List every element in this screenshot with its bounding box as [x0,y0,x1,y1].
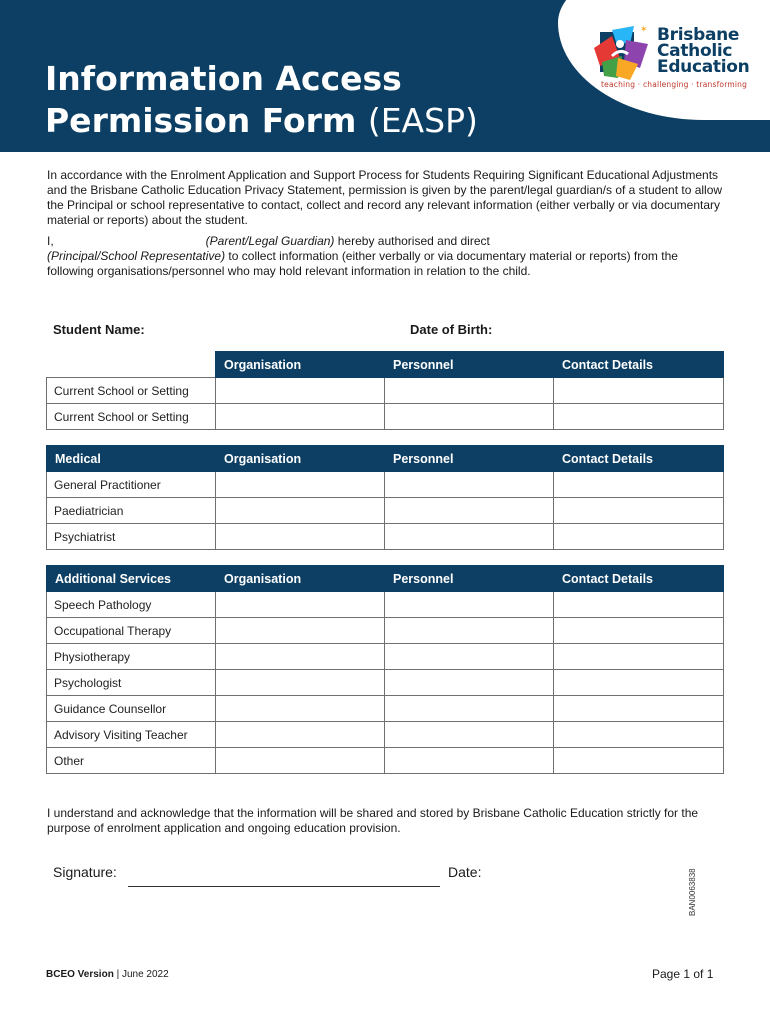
principal-label: (Principal/School Representative) [47,249,226,263]
organisation-cell[interactable] [216,696,385,722]
medical-table [46,445,724,550]
table-row [47,592,724,618]
row-label: Psychologist [47,670,216,696]
header-organisation: Organisation [216,446,385,472]
header-organisation: Organisation [216,352,385,378]
personnel-cell[interactable] [385,748,554,774]
row-label: Current School or Setting [47,378,216,404]
row-label: Speech Pathology [47,592,216,618]
row-label: Physiotherapy [47,644,216,670]
logo-tagline: teaching · challenging · transforming [601,80,748,89]
organisation-cell[interactable] [216,618,385,644]
organisation-cell[interactable] [216,472,385,498]
header-organisation: Organisation [216,566,385,592]
table-row [47,722,724,748]
table-row [47,696,724,722]
organisation-cell[interactable] [216,722,385,748]
row-label: Other [47,748,216,774]
header-personnel: Personnel [385,352,554,378]
personnel-cell[interactable] [385,592,554,618]
title-bold-part: Permission Form [45,101,368,140]
contact-details-cell[interactable] [554,722,724,748]
title-line-2 [45,100,478,142]
additional-services-table [46,565,724,774]
header-banner [0,0,770,152]
additional-table-header [47,566,724,592]
date-of-birth-label: Date of Birth: [410,322,493,337]
row-label: Psychiatrist [47,524,216,550]
personnel-cell[interactable] [385,378,554,404]
bce-logo-icon [590,22,652,82]
school-header-blank [47,352,216,378]
organisation-cell[interactable] [216,592,385,618]
personnel-cell[interactable] [385,670,554,696]
page-number: Page 1 of 1 [652,967,714,981]
personnel-cell[interactable] [385,644,554,670]
title-light-part: (EASP) [367,101,478,140]
row-label: Advisory Visiting Teacher [47,722,216,748]
document-reference: BAN0063838 [688,868,697,916]
intro-text [47,168,727,279]
signature-label: Signature: [53,864,117,880]
contact-details-cell[interactable] [554,524,724,550]
personnel-cell[interactable] [385,472,554,498]
table-row [47,670,724,696]
footer-version [46,969,169,980]
logo-wordmark [657,27,749,75]
intro-paragraph-2 [47,234,727,279]
organisation-cell[interactable] [216,748,385,774]
acknowledgement-text: I understand and acknowledge that the information will be shared and stored by Brisbane Catholic Education strictly for the purpose of enrolment application and ongoing education provision. [47,806,699,835]
contact-details-cell[interactable] [554,670,724,696]
school-table-header [47,352,724,378]
personnel-cell[interactable] [385,404,554,430]
table-row [47,404,724,430]
contact-details-cell[interactable] [554,404,724,430]
intro-i: I, [47,234,54,248]
intro-mid: hereby authorised and direct [334,234,490,248]
contact-details-cell[interactable] [554,644,724,670]
title-line-1: Information Access [45,59,402,98]
logo-line-2: Catholic [657,41,733,61]
school-table [46,351,724,430]
medical-table-header [47,446,724,472]
row-label: Occupational Therapy [47,618,216,644]
table-row [47,498,724,524]
row-label: General Practitioner [47,472,216,498]
version-date: | June 2022 [113,969,169,980]
personnel-cell[interactable] [385,524,554,550]
table-row [47,378,724,404]
row-label: Current School or Setting [47,404,216,430]
personnel-cell[interactable] [385,618,554,644]
guardian-label: (Parent/Legal Guardian) [205,234,335,248]
version-bold: BCEO Version [46,969,114,980]
page-title [45,58,478,142]
organisation-cell[interactable] [216,378,385,404]
table-row [47,618,724,644]
personnel-cell[interactable] [385,722,554,748]
organisation-cell[interactable] [216,524,385,550]
logo-line-1: Brisbane [657,25,740,45]
signature-line[interactable] [128,886,440,887]
contact-details-cell[interactable] [554,498,724,524]
contact-details-cell[interactable] [554,378,724,404]
intro-paragraph-1: In accordance with the Enrolment Application and Support Process for Students Requiring Significant Educational Adjustments and the Brisbane Catholic Education Privacy Statement, permission is given by the parent/legal guardian/s of a student to allow the Principal or school representative to contact, collect and record any relevant information (either verbally or via documentary material or reports) about the student. [47,168,723,227]
personnel-cell[interactable] [385,498,554,524]
contact-details-cell[interactable] [554,472,724,498]
logo-line-3: Education [657,57,750,77]
row-label: Guidance Counsellor [47,696,216,722]
svg-text:✶: ✶ [640,25,648,35]
header-additional-services: Additional Services [47,566,216,592]
header-contact-details: Contact Details [554,446,724,472]
organisation-cell[interactable] [216,498,385,524]
contact-details-cell[interactable] [554,696,724,722]
contact-details-cell[interactable] [554,592,724,618]
organisation-cell[interactable] [216,644,385,670]
personnel-cell[interactable] [385,696,554,722]
contact-details-cell[interactable] [554,748,724,774]
table-row [47,524,724,550]
header-contact-details: Contact Details [554,566,724,592]
student-name-label: Student Name: [53,322,145,337]
header-personnel: Personnel [385,566,554,592]
header-medical: Medical [47,446,216,472]
table-row [47,472,724,498]
date-label: Date: [448,864,482,880]
table-row [47,748,724,774]
contact-details-cell[interactable] [554,618,724,644]
row-label: Paediatrician [47,498,216,524]
intro-end: to collect information (either verbally or via documentary material or reports) from the following organisations/personnel who may hold relevant information in relation to the child. [47,249,678,278]
table-row [47,644,724,670]
organisation-cell[interactable] [216,670,385,696]
header-personnel: Personnel [385,446,554,472]
organisation-cell[interactable] [216,404,385,430]
header-contact-details: Contact Details [554,352,724,378]
